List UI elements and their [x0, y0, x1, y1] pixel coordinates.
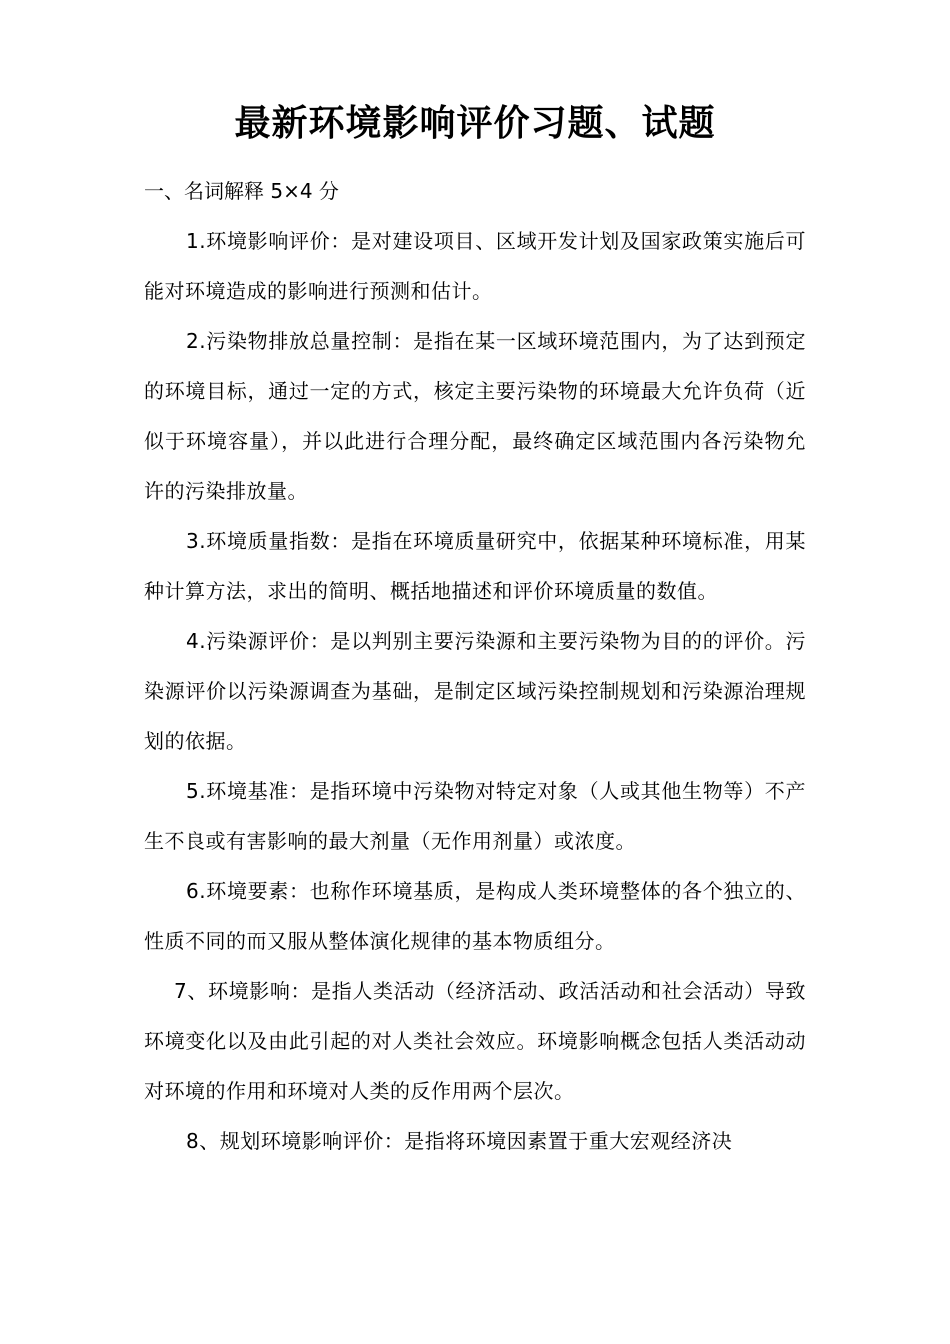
definition-paragraph-1: 1.环境影响评价：是对建设项目、区域开发计划及国家政策实施后可能对环境造成的影响进行预测和估计。 [144, 229, 806, 303]
definition-paragraph-5: 5.环境基准：是指环境中污染物对特定对象（人或其他生物等）不产生不良或有害影响的最大剂量（无作用剂量）或浓度。 [144, 779, 806, 853]
document-title: 最新环境影响评价习题、试题 [234, 103, 716, 144]
section-heading: 一、名词解释 5×4 分 [144, 179, 339, 203]
definition-paragraph-2: 2.污染物排放总量控制：是指在某一区域环境范围内，为了达到预定的环境目标，通过一定的方式，核定主要污染物的环境最大允许负荷（近似于环境容量），并以此进行合理分配，最终确定区域范围内各污染物允许的污染排放量。 [144, 329, 806, 503]
definition-paragraph-6: 6.环境要素：也称作环境基质，是构成人类环境整体的各个独立的、性质不同的而又服从整体演化规律的基本物质组分。 [144, 879, 806, 953]
definition-paragraph-8: 8、规划环境影响评价：是指将环境因素置于重大宏观经济决 [186, 1129, 733, 1153]
definition-paragraph-7: 7、环境影响：是指人类活动（经济活动、政活活动和社会活动）导致环境变化以及由此引起的对人类社会效应。环境影响概念包括人类活动动对环境的作用和环境对人类的反作用两个层次。 [144, 979, 806, 1103]
definition-paragraph-4: 4.污染源评价：是以判别主要污染源和主要污染物为目的的评价。污染源评价以污染源调查为基础，是制定区域污染控制规划和污染源治理规划的依据。 [144, 629, 806, 753]
definition-paragraph-3: 3.环境质量指数：是指在环境质量研究中，依据某种环境标准，用某种计算方法，求出的简明、概括地描述和评价环境质量的数值。 [144, 529, 806, 603]
